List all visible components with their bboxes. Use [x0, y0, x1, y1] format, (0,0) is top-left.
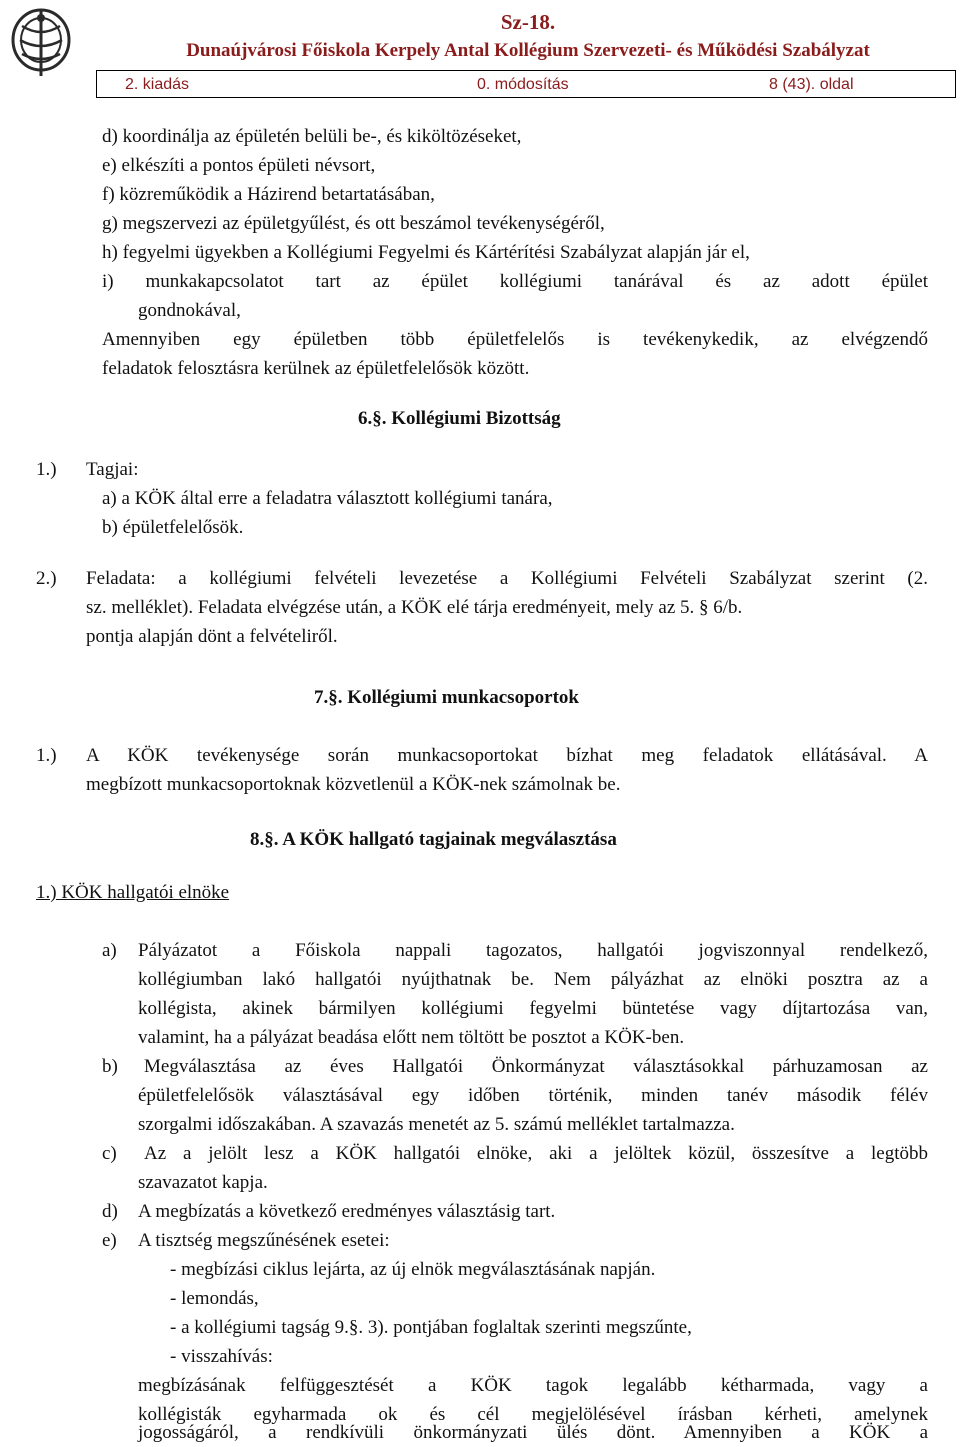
document-code: Sz-18. — [500, 10, 556, 34]
list-item: b) épületfelelősök. — [102, 517, 244, 538]
item-text: épületfelelősök választásával egy időben történik, minden tanév második félév — [138, 1085, 928, 1106]
list-item: h) fegyelmi ügyekben a Kollégiumi Fegyelmi és Kártérítési Szabályzat alapján jár el, — [102, 242, 750, 263]
section-heading: 6.§. Kollégiumi Bizottság — [358, 408, 561, 429]
header-info-bar — [96, 70, 956, 98]
item-number: 1.) — [36, 459, 57, 480]
paragraph-line: feladatok felosztásra kerülnek az épületfelelősök között. — [102, 358, 530, 379]
list-item: - visszahívás: — [170, 1346, 273, 1367]
item-text: Az a jelölt lesz a KÖK hallgatói elnöke, aki a jelöltek közül, összesítve a legtöbb — [144, 1143, 928, 1164]
list-item-continuation: gondnokával, — [138, 300, 241, 321]
item-text: A KÖK tevékenysége során munkacsoportokat bízhat meg feladatok ellátásával. A — [86, 745, 928, 766]
item-text: A tisztség megszűnésének esetei: — [138, 1230, 390, 1251]
subsection-heading: 1.) KÖK hallgatói elnöke — [36, 882, 230, 903]
item-label: e) — [102, 1230, 117, 1251]
paragraph-line: jogosságáról, a rendkívüli önkormányzati ülés dönt. Amennyiben a KÖK a — [138, 1422, 928, 1443]
item-text: sz. melléklet). Feladata elvégzése után, a KÖK elé tárja eredményeit, mely az 5. § 6/b. — [86, 597, 743, 618]
item-text: pontja alapján dönt a felvételiről. — [86, 626, 338, 647]
item-number: 1.) — [36, 745, 57, 766]
paragraph-line: Amennyiben egy épületben több épületfelelős is tevékenykedik, az elvégzendő — [102, 329, 928, 350]
document-title: Dunaújvárosi Főiskola Kerpely Antal Kollégium Szervezeti- és Működési Szabályzat — [186, 40, 870, 61]
edition-label: 2. kiadás — [125, 76, 190, 93]
item-text: Pályázatot a Főiskola nappali tagozatos, hallgatói jogviszonnyal rendelkező, — [138, 940, 928, 961]
list-item: a) a KÖK által erre a feladatra választott kollégiumi tanára, — [102, 488, 553, 509]
section-heading: 7.§. Kollégiumi munkacsoportok — [314, 687, 579, 708]
list-item: g) megszervezi az épületgyűlést, és ott beszámol tevékenységéről, — [102, 213, 605, 234]
list-item: d) koordinálja az épületén belüli be-, és kiköltözéseket, — [102, 126, 522, 147]
list-item: - megbízási ciklus lejárta, az új elnök megválasztásának napján. — [170, 1259, 656, 1280]
paragraph-line: kollégisták egyharmada ok és cél megjelölésével írásban kérheti, amelynek — [138, 1404, 928, 1425]
list-item: i) munkakapcsolatot tart az épület kollégiumi tanárával és az adott épület — [102, 271, 928, 292]
list-item: f) közreműködik a Házirend betartatásában, — [102, 184, 435, 205]
item-text: A megbízatás a következő eredményes választásig tart. — [138, 1201, 556, 1222]
item-label: b) — [102, 1056, 118, 1077]
list-item: - a kollégiumi tagság 9.§. 3). pontjában foglaltak szerinti megszűnte, — [170, 1317, 692, 1338]
item-text: megbízott munkacsoportoknak közvetlenül a KÖK-nek számolnak be. — [86, 774, 621, 795]
item-label: d) — [102, 1201, 118, 1222]
item-text: szorgalmi időszakában. A szavazás menetét az 5. számú melléklet tartalmazza. — [138, 1114, 735, 1135]
item-text: kollégista, akinek bármilyen kollégiumi fegyelmi büntetése vagy díjtartozása van, — [138, 998, 928, 1019]
page-number: 8 (43). oldal — [769, 76, 854, 93]
item-text: valamint, ha a pályázat beadása előtt nem töltött be posztot a KÖK-ben. — [138, 1027, 685, 1048]
item-number: 2.) — [36, 568, 57, 589]
item-label: c) — [102, 1143, 117, 1164]
paragraph-line: megbízásának felfüggesztését a KÖK tagok legalább kétharmada, vagy a — [138, 1375, 928, 1396]
item-text: kollégiumban lakó hallgatói nyújthatnak be. Nem pályázhat az elnöki posztra az a — [138, 969, 928, 990]
item-text: szavazatot kapja. — [138, 1172, 268, 1193]
item-label: a) — [102, 940, 117, 961]
list-item: - lemondás, — [170, 1288, 259, 1309]
college-logo — [8, 4, 74, 82]
section-heading: 8.§. A KÖK hallgató tagjainak megválasztása — [250, 829, 617, 850]
item-text: Feladata: a kollégiumi felvételi levezetése a Kollégiumi Felvételi Szabályzat szerint (2. — [86, 568, 928, 589]
item-text: Megválasztása az éves Hallgatói Önkormányzat választásokkal párhuzamosan az — [144, 1056, 928, 1077]
list-item: e) elkészíti a pontos épületi névsort, — [102, 155, 376, 176]
modification-label: 0. módosítás — [477, 76, 569, 93]
item-text: Tagjai: — [86, 459, 139, 480]
